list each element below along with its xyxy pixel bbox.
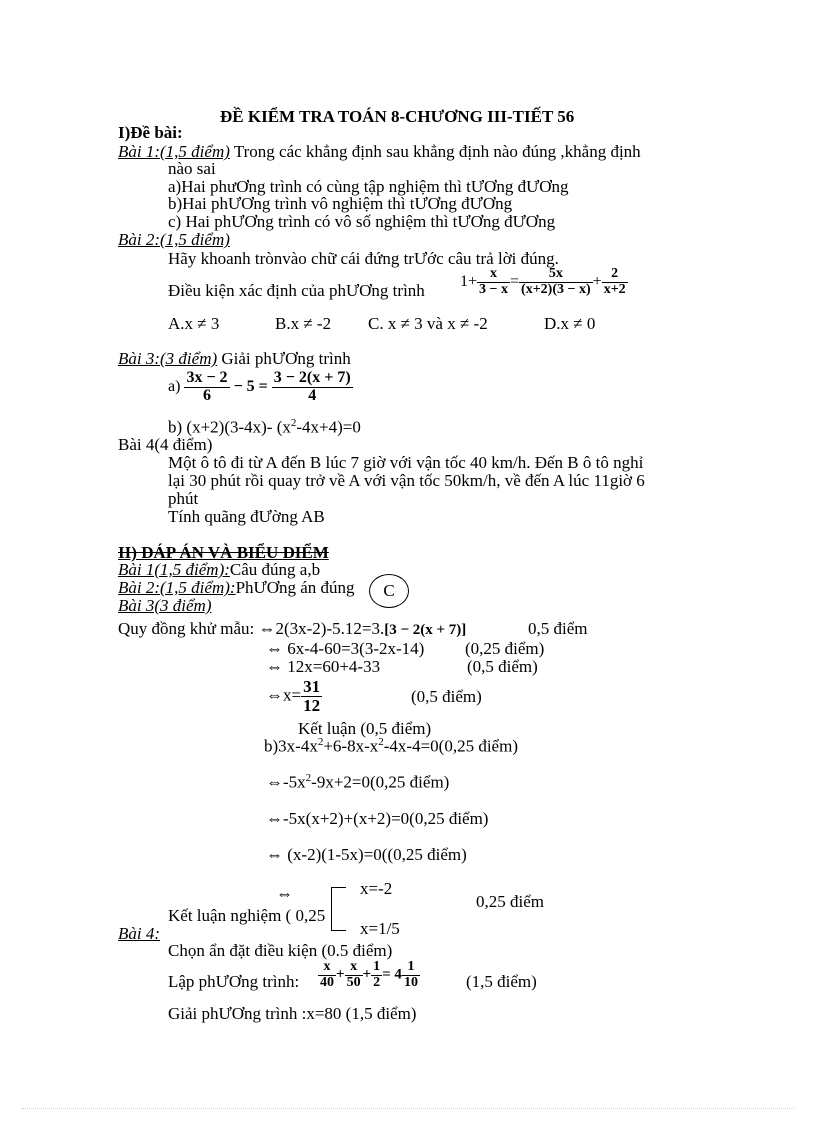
- eq-sign: =: [510, 272, 520, 290]
- frac-x-50: $\frac{x}{50}$: [346, 959, 361, 990]
- a3-l6a: b)3x-4x: [264, 736, 318, 756]
- eq-4: = 4: [382, 966, 402, 983]
- bai2-condition: Điều kiện xác định của phƯƠng trình: [168, 281, 425, 300]
- a3-l3-points: (0,5 điểm): [467, 657, 538, 676]
- solution-bracket: [331, 887, 346, 931]
- frac-31-12: $\frac{31}{12}$: [303, 677, 321, 715]
- bai2-instruction: Hãy khoanh trònvào chữ cái đứng trƯớc câu trả lời đúng.: [168, 249, 559, 268]
- bai3-text: Giải phƯƠng trình: [217, 349, 351, 368]
- sup: 2: [317, 736, 324, 748]
- a3-line-9: [266, 846, 467, 863]
- bai4-label: Bài 4(4 điểm): [118, 435, 213, 454]
- a4-equation: $\frac{x}{40}$ + $\frac{x}{50}$ + $\frac{1}{2}$ = 4 $\frac{1}{10}$: [320, 959, 418, 990]
- a4-line-3: Giải phƯƠng trình :x=80 (1,5 điểm): [168, 1004, 417, 1023]
- equivalence-icon: ⇔: [266, 809, 283, 828]
- bai2-option-d: D.x ≠ 0: [544, 314, 596, 333]
- a3-l7b: -9x+2=0(0,25 điểm): [311, 772, 450, 792]
- a3-line-2: [266, 640, 424, 657]
- a3-l9-text: (x-2)(1-5x)=0((0,25 điểm): [287, 845, 467, 864]
- a3-l1-text: Quy đồng khử mẫu:: [118, 619, 255, 638]
- eq-term: 1+: [460, 272, 478, 290]
- bai1-option-b: b)Hai phƯƠng trình vô nghiệm thì tƯƠng đƯƠng: [168, 194, 513, 213]
- answer-4-label: Bài 4:: [118, 924, 161, 943]
- equivalence-icon: ⇔: [266, 845, 283, 864]
- part-1-heading: I)Đề bài:: [118, 123, 183, 142]
- a3-l6b: +6-8x-x: [323, 736, 379, 756]
- eq-b-post: -4x+4)=0: [296, 417, 361, 437]
- frac-1: $\frac{x}{3 - x}$: [479, 266, 509, 297]
- eq-mid: − 5 =: [233, 377, 268, 395]
- bai1-label: Bài 1:(1,5 điểm): [118, 142, 230, 161]
- page-bottom-divider: [22, 1108, 794, 1109]
- equivalence-icon: ⇔: [276, 884, 293, 903]
- answer-2-text: PhƯƠng án đúng: [235, 578, 355, 597]
- a3-l4-points: (0,5 điểm): [411, 687, 482, 706]
- bai2-option-b: B.x ≠ -2: [275, 314, 332, 333]
- frac-1-10: $\frac{1}{10}$: [403, 959, 418, 990]
- a3-line-3: [266, 658, 380, 675]
- frac-a2: $\frac{3 - 2(x + 7)}{4}$: [273, 369, 351, 404]
- root-2: x=1/5: [360, 919, 400, 938]
- answer-1-label: Bài 1(1,5 điểm):: [118, 560, 230, 579]
- equivalence-icon: ⇔: [266, 685, 283, 705]
- frac-1-2: $\frac{1}{2}$: [373, 959, 381, 990]
- bai4-text-4: Tính quãng đƯờng AB: [168, 507, 325, 526]
- bai1-text: Trong các khẳng định sau khẳng định nào đúng ,khẳng định: [229, 142, 641, 161]
- a3-l4-text: x=: [283, 685, 302, 705]
- sup: 2: [305, 772, 312, 784]
- eq-b-pre: b) (x+2)(3-4x)- (x: [168, 417, 291, 437]
- a3-line-8: [266, 810, 488, 827]
- a3-line-5: Kết luận (0,5 điểm): [298, 719, 432, 738]
- frac-a1: $\frac{3x - 2}{6}$: [186, 369, 228, 404]
- plus-sign: +: [592, 272, 602, 290]
- a3-l1-points: 0,5 điểm: [528, 619, 588, 638]
- circled-answer: [369, 574, 409, 608]
- eq-prefix: a): [168, 377, 181, 395]
- answer-3-label: Bài 3(3 điểm): [118, 596, 212, 615]
- sup: 2: [378, 736, 384, 748]
- bai1-text-cont: nào sai: [168, 159, 216, 178]
- a3-l7a: -5x: [283, 772, 306, 792]
- equivalence-icon: ⇔: [266, 772, 283, 792]
- a3-l3-text: 12x=60+4-33: [287, 657, 381, 676]
- frac-3: $\frac{2}{x+2}$: [603, 266, 626, 297]
- frac-x-40: $\frac{x}{40}$: [320, 959, 334, 990]
- conclusion-roots: Kết luận nghiệm ( 0,25: [168, 906, 326, 925]
- bai4-text-2: lại 30 phút rồi quay trở về A với vận tốc 50km/h, về đến A lúc 11giờ 6: [168, 471, 645, 490]
- bai3-label: Bài 3:(3 điểm): [118, 349, 218, 368]
- bai2-equation: [460, 267, 628, 297]
- answer-2: [118, 579, 355, 596]
- roots-points: 0,25 điểm: [476, 892, 544, 911]
- page-title: ĐỀ KIỂM TRA TOÁN 8-CHƯƠNG III-TIẾT 56: [220, 107, 575, 126]
- a3-l6c: -4x-4=0(0,25 điểm): [383, 736, 518, 756]
- bai3-eq-a: [168, 370, 353, 405]
- a3-line-1: [118, 620, 466, 638]
- bai1-question: [118, 143, 641, 160]
- bai3-question: [118, 350, 351, 367]
- bai4-text-1: Một ô tô đi từ A đến B lúc 7 giờ với vận tốc 40 km/h. Đến B ô tô nghỉ: [168, 453, 644, 472]
- bai3-eq-b: [168, 418, 361, 436]
- a3-l8-text: -5x(x+2)+(x+2)=0(0,25 điểm): [283, 809, 489, 828]
- answer-1-text: Câu đúng a,b: [229, 560, 321, 579]
- bai1-option-a: a)Hai phưƠng trình có cùng tập nghiệm thì tƯƠng đƯƠng: [168, 177, 569, 196]
- equivalence-icon: ⇔: [266, 639, 283, 658]
- root-1: x=-2: [360, 879, 393, 898]
- circled-letter: C: [383, 581, 395, 600]
- a3-l1-bracket: [3 − 2(x + 7)]: [384, 622, 467, 638]
- bai2-option-c: C. x ≠ 3 và x ≠ -2: [368, 314, 488, 333]
- a3-l1b: 2(3x-2)-5.12=3.: [275, 619, 385, 638]
- bai4-text-3: phút: [168, 489, 199, 508]
- a4-line-2-label: Lập phƯƠng trình:: [168, 972, 300, 991]
- bai1-option-c: c) Hai phƯƠng trình có vô số nghiệm thì tƯƠng đƯƠng: [168, 212, 556, 231]
- equivalence-icon: ⇔: [258, 619, 276, 638]
- a4-line-1: Chọn ẩn đặt điều kiện (0.5 điểm): [168, 941, 393, 960]
- a3-line-7: [266, 773, 449, 791]
- a4-l2-points: (1,5 điểm): [466, 972, 537, 991]
- frac-2: $\frac{5x}{(x+2)(3 - x)}$: [521, 266, 591, 297]
- part-2-heading: II) ĐÁP ÁN VÀ BIỂU ĐIỂM: [118, 543, 329, 562]
- answer-1: [118, 561, 320, 578]
- bai2-label: Bài 2:(1,5 điểm): [118, 230, 230, 249]
- answer-2-label: Bài 2:(1,5 điểm):: [118, 578, 236, 597]
- a3-l2-text: 6x-4-60=3(3-2x-14): [287, 639, 425, 658]
- a3-line-6: [264, 737, 518, 755]
- equivalence-icon: ⇔: [266, 657, 283, 676]
- bai2-option-a: A.x ≠ 3: [168, 314, 220, 333]
- a3-line-4: [266, 678, 322, 715]
- a3-l2-points: (0,25 điểm): [465, 639, 545, 658]
- sup: 2: [290, 417, 297, 429]
